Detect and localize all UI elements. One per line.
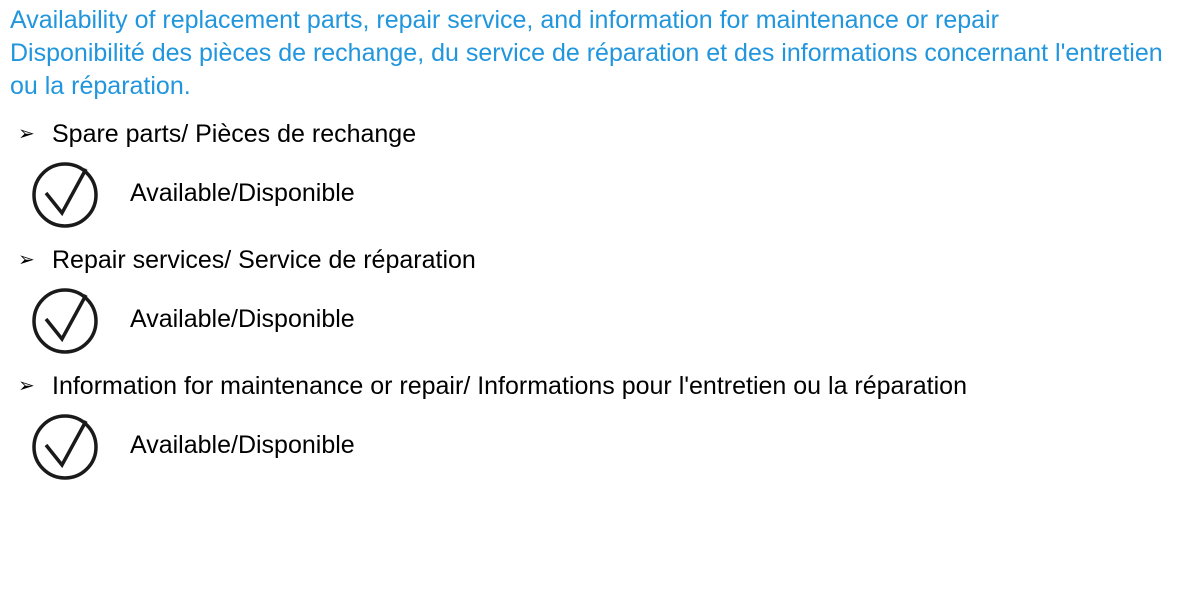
list-item [10,371,1171,401]
check-circle-icon [10,283,120,355]
status-badge: Available/Disponible [130,305,355,333]
list-item [10,245,1171,275]
list-item-label: Repair services/ Service de réparation [52,246,476,274]
status-row [10,409,1171,481]
status-badge: Available/Disponible [130,179,355,207]
check-circle-icon [10,409,120,481]
bullet-arrow-icon: ➢ [18,375,35,397]
page-title-fr: Disponibilité des pièces de rechange, du service de réparation et des informations concernant l'entretien ou la réparation. [10,39,1163,100]
status-badge: Available/Disponible [130,431,355,459]
bullet-arrow-icon: ➢ [18,249,35,271]
bullet-arrow-icon: ➢ [18,123,35,145]
list-item [10,119,1171,149]
check-circle-icon [10,157,120,229]
page-title-en: Availability of replacement parts, repair service, and information for maintenance or repair [10,6,999,34]
list-item-label: Information for maintenance or repair/ Informations pour l'entretien ou la réparation [52,372,967,400]
status-row [10,157,1171,229]
status-row [10,283,1171,355]
list-item-label: Spare parts/ Pièces de rechange [52,120,417,148]
